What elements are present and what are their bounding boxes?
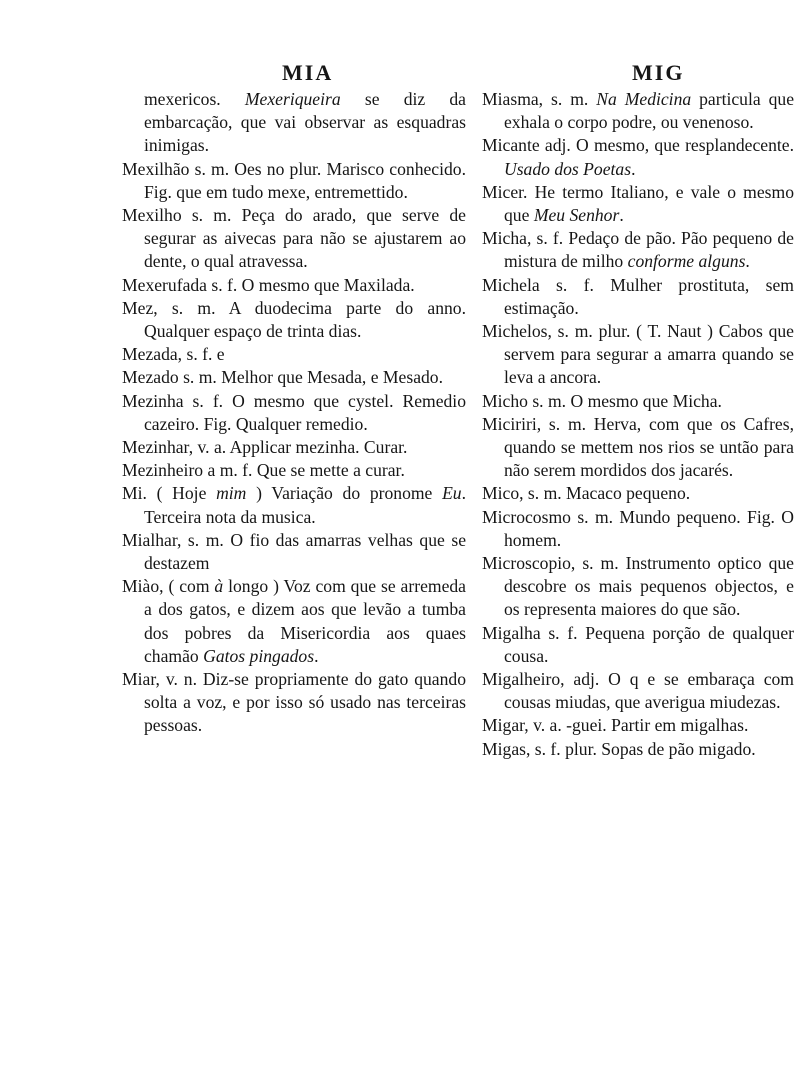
entry-text: Mexilho s. m. Peça do arado, que serve de segurar as aivecas para não se ajustarem ao dente, o qual atravessa. (122, 205, 466, 272)
entry-text: Michelos, s. m. plur. ( T. Naut ) Cabos que servem para segurar a amarra quando se leva a ancora. (482, 321, 794, 388)
entry-text: Mezinheiro a m. f. Que se mette a curar. (122, 460, 405, 481)
entry-italic-text: Meu Senhor (533, 205, 620, 226)
entry-italic-text: Na Medicina (596, 89, 692, 109)
entry-text: longo ) Voz com que se arremeda a dos gatos, e dizem aos que levão a tumba dos pobres da Misericordia aos quaes chamão (144, 576, 466, 666)
dictionary-entry (482, 227, 794, 273)
dictionary-entry (482, 413, 794, 483)
dictionary-entry (122, 366, 466, 389)
dictionary-entry (482, 506, 794, 552)
dictionary-entry (482, 274, 794, 320)
entry-text: Micer. He termo Italiano, e vale o mesmo que (482, 181, 794, 226)
entry-text: Mialhar, s. m. O fio das amarras velhas que se destazem (122, 529, 466, 574)
dictionary-entry (482, 552, 794, 622)
dictionary-entry (122, 668, 466, 738)
entry-text: Mico, s. m. Macaco pequeno. (482, 483, 691, 504)
dictionary-entry (122, 459, 466, 482)
entry-text: Micante adj. O mesmo, que resplandecente. (482, 135, 794, 156)
entry-italic-text: conforme alguns (627, 251, 746, 272)
dictionary-entry (122, 158, 466, 204)
dictionary-entry (122, 436, 466, 459)
entry-text: . (619, 205, 624, 226)
entry-text: Miar, v. n. Diz-se propriamente do gato quando solta a voz, e por isso só usado nas terceiras pessoas. (122, 669, 466, 736)
entry-text: Mezado s. m. Melhor que Mesada, e Mesado. (122, 367, 444, 388)
entry-text: mexericos. (144, 89, 245, 109)
right-column (482, 88, 794, 761)
entry-italic-text: à (214, 576, 224, 597)
entry-text: Mez, s. m. A duodecima parte do anno. Qualquer espaço de trinta dias. (122, 297, 466, 342)
dictionary-entry (482, 88, 794, 134)
dictionary-entry (482, 622, 794, 668)
dictionary-entry (122, 297, 466, 343)
entry-italic-text: Usado dos Poetas (504, 158, 632, 179)
dictionary-entry (482, 482, 794, 505)
dictionary-entry (122, 88, 466, 158)
entry-text: Mi. ( Hoje (122, 483, 217, 504)
entry-italic-text: Eu (442, 483, 462, 504)
dictionary-entry (482, 320, 794, 390)
entry-text: Mezinhar, v. a. Applicar mezinha. Curar. (122, 437, 408, 458)
entry-text: Migar, v. a. -guei. Partir em migalhas. (482, 715, 749, 736)
entry-text: Miciriri, s. m. Herva, com que os Cafres, quando se mettem nos rios se untão para não serem mordidos dos jacarés. (482, 413, 794, 481)
page-header-right: MIG (632, 60, 685, 85)
entry-text: Microcosmo s. m. Mundo pequeno. Fig. O homem. (482, 506, 794, 550)
entry-text: . (745, 251, 750, 272)
entry-text: Micha, s. f. Pedaço de pão. Pão pequeno de mistura de milho (482, 228, 794, 272)
dictionary-entry (122, 482, 466, 528)
entry-italic-text: Mexeriqueira (244, 89, 341, 109)
entry-text: Migas, s. f. plur. Sopas de pão migado. (482, 738, 756, 759)
dictionary-entry (122, 204, 466, 274)
dictionary-entry (122, 529, 466, 575)
entry-italic-text: mim (216, 483, 247, 504)
dictionary-entry (482, 738, 794, 761)
entry-text: . Terceira nota da musica. (144, 483, 467, 527)
entry-text: Mezada, s. f. e (122, 344, 225, 365)
entry-text: particula que exhala o corpo podre, ou venenoso. (504, 89, 795, 133)
dictionary-entry (122, 343, 466, 366)
entry-text: Microscopio, s. m. Instrumento optico que descobre os mais pequenos objectos, e os representa maiores do que são. (482, 553, 794, 620)
dictionary-entry (122, 274, 466, 297)
entry-text: Mexerufada s. f. O mesmo que Maxilada. (122, 274, 415, 295)
entry-text: Migalha s. f. Pequena porção de qualquer cousa. (482, 622, 794, 666)
entry-text: Miasma, s. m. (482, 89, 597, 109)
entry-italic-text: Gatos pingados (203, 645, 315, 666)
entry-text: Mezinha s. f. O mesmo que cystel. Remedio cazeiro. Fig. Qualquer remedio. (122, 390, 466, 434)
entry-text: ) Variação do pronome (246, 483, 443, 504)
dictionary-entry (482, 134, 794, 180)
entry-text: se diz da embarcação, que vai observar as esquadras inimigas. (144, 89, 466, 156)
entry-text: Michela s. f. Mulher prostituta, sem estimação. (482, 274, 794, 318)
entry-text: Migalheiro, adj. O q e se embaraça com cousas miudas, que averigua miudezas. (482, 669, 794, 713)
dictionary-entry (482, 668, 794, 714)
entry-text: . (631, 158, 636, 179)
dictionary-entry (122, 575, 466, 668)
page-header-left: MIA (282, 60, 334, 85)
entry-text: Miào, ( com (122, 576, 215, 597)
entry-text: Micho s. m. O mesmo que Micha. (482, 390, 722, 411)
entry-text: . (314, 645, 319, 666)
left-column (122, 88, 466, 738)
dictionary-entry (482, 390, 794, 413)
dictionary-entry (122, 390, 466, 436)
dictionary-entry (482, 714, 794, 737)
entry-text: Mexilhão s. m. Oes no plur. Marisco conhecido. Fig. que em tudo mexe, entremettido. (122, 158, 466, 202)
dictionary-entry (482, 181, 794, 227)
